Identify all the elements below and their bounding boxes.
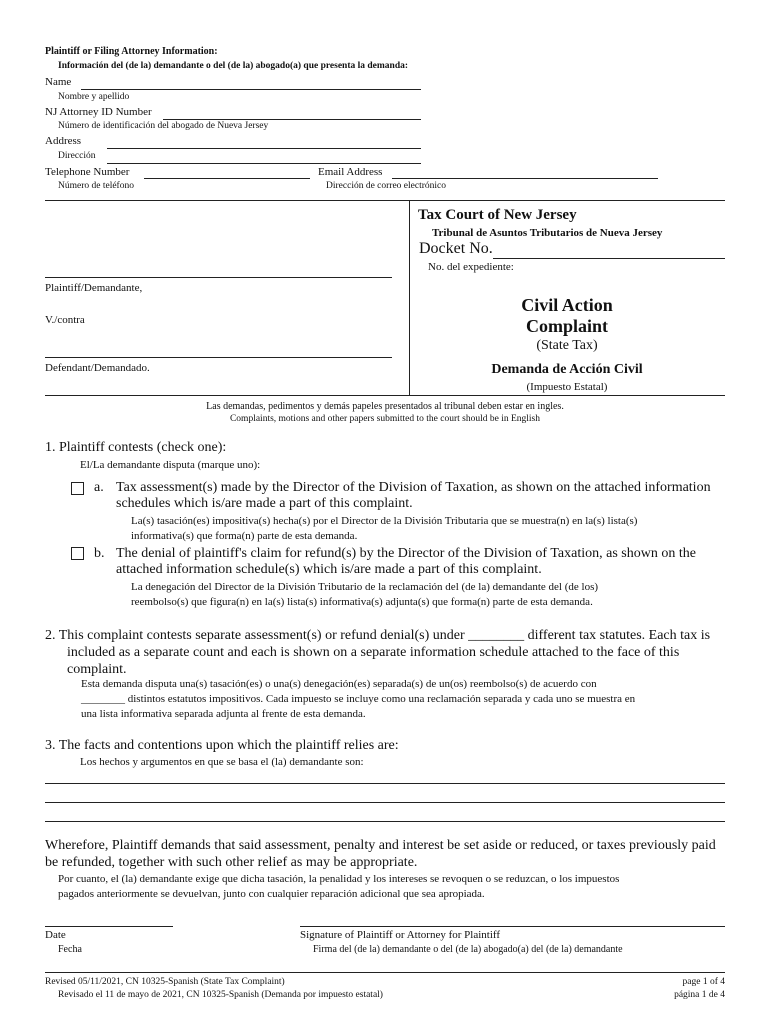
name-field[interactable]	[81, 89, 421, 90]
doc-subtitle: (State Tax)	[536, 338, 598, 353]
section2-text-line2: included as a separate count and each is shown on a separate information schedule attached to the face of this	[67, 645, 680, 660]
footer-revised-es: Revisado el 11 de mayo de 2021, CN 10325-Spanish (Demanda por impuesto estatal)	[58, 990, 383, 1000]
telephone-field[interactable]	[144, 178, 310, 179]
footer-page-es: página 1 de 4	[674, 990, 725, 1000]
option-b-text-line1: The denial of plaintiff's claim for refund(s) by the Director of the Division of Taxation, as shown on the	[116, 546, 696, 561]
date-label: Date	[45, 929, 66, 941]
telephone-label: Telephone Number	[45, 166, 130, 178]
option-b-text-es-line2: reembolso(s) que figura(n) en la(s) lista(s) informativa(s) adjunta(s) que forma(n) parte de esta demanda.	[131, 596, 593, 608]
doc-title-es: Demanda de Acción Civil	[491, 362, 643, 377]
name-label: Name	[45, 76, 72, 88]
doc-title-line1: Civil Action	[521, 295, 613, 315]
filer-info-title-es: Información del (de la) demandante o del (de la) abogado(a) que presenta la demanda:	[58, 61, 409, 71]
language-notice-en: Complaints, motions and other papers submitted to the court should be in English	[229, 414, 541, 424]
option-b-text-es-line1: La denegación del Director de la División Tributario de la reclamación del (de la) demandante del (de los)	[131, 581, 599, 593]
docket-label: Docket No.	[419, 240, 493, 257]
option-b-letter: b.	[94, 546, 105, 561]
filer-info-title: Plaintiff or Filing Attorney Information:	[45, 46, 218, 57]
address-field-line2[interactable]	[107, 163, 421, 164]
doc-subtitle-es: (Impuesto Estatal)	[526, 381, 608, 393]
section2-text-es-line2: ________ distintos estatutos impositivos. Cada impuesto se incluye como una reclamación separada y cada uno se muestra en	[81, 693, 636, 705]
section2-text-line3: complaint.	[67, 662, 127, 677]
footer-revised-en: Revised 05/11/2021, CN 10325-Spanish (State Tax Complaint)	[45, 977, 285, 987]
plaintiff-field[interactable]	[45, 277, 392, 278]
defendant-field[interactable]	[45, 357, 392, 358]
docket-label-es: No. del expediente:	[428, 261, 514, 273]
address-label: Address	[45, 135, 82, 147]
option-a-text-line2: schedules which is/are made a part of this complaint.	[116, 496, 413, 511]
signature-label-es: Firma del (de la) demandante o del (de la) abogado(a) del (de la) demandante	[313, 944, 623, 955]
date-field[interactable]	[45, 926, 173, 927]
name-label-es: Nombre y apellido	[58, 92, 130, 102]
section3-heading-es: Los hechos y argumentos en que se basa el (la) demandante son:	[80, 756, 364, 768]
facts-line-2[interactable]	[45, 802, 725, 803]
wherefore-text-es-line1: Por cuanto, el (la) demandante exige que dicha tasación, la penalidad y los intereses se revoquen o se reduzcan, o los impuestos	[58, 873, 620, 885]
section1-heading: 1. Plaintiff contests (check one):	[45, 440, 227, 455]
address-field[interactable]	[107, 148, 421, 149]
email-label: Email Address	[318, 166, 383, 178]
doc-title-line2: Complaint	[525, 316, 608, 336]
section2-text-es-line3: una lista informativa separada adjunta al frente de esta demanda.	[81, 708, 366, 720]
footer-rule	[45, 972, 725, 973]
option-a-checkbox[interactable]	[71, 482, 84, 495]
wherefore-text-es-line2: pagados anteriormente se devuelvan, junto con cualquier reparación adicional que sea apropiada.	[58, 888, 485, 900]
option-b-text-line2: attached information schedule(s) which is/are made a part of this complaint.	[116, 562, 542, 577]
attorney-id-field[interactable]	[163, 119, 421, 120]
option-b-checkbox[interactable]	[71, 547, 84, 560]
docket-field[interactable]	[493, 258, 725, 259]
court-name-es: Tribunal de Asuntos Tributarios de Nueva Jersey	[432, 227, 663, 239]
option-a-text-es-line2: informativa(s) que forma(n) parte de esta demanda.	[131, 530, 358, 542]
court-name: Tax Court of New Jersey	[418, 207, 577, 223]
caption-top-rule	[45, 200, 725, 201]
section1-heading-es: El/La demandante disputa (marque uno):	[80, 459, 261, 471]
defendant-label: Defendant/Demandado.	[45, 362, 150, 374]
signature-field[interactable]	[300, 926, 725, 927]
signature-label: Signature of Plaintiff or Attorney for Plaintiff	[300, 929, 501, 941]
date-label-es: Fecha	[58, 944, 82, 955]
option-a-letter: a.	[94, 480, 104, 495]
email-field[interactable]	[392, 178, 658, 179]
option-a-text-line1: Tax assessment(s) made by the Director of the Division of Taxation, as shown on the attached information	[116, 480, 711, 495]
section2-text-line1: 2. This complaint contests separate assessment(s) or refund denial(s) under ________ different tax statutes. Each tax is	[45, 628, 711, 643]
caption-divider	[409, 200, 410, 395]
section2-text-es-line1: Esta demanda disputa una(s) tasación(es) o una(s) denegación(es) separada(s) de un(os) reembolso(s) de acuerdo con	[81, 678, 597, 690]
email-label-es: Dirección de correo electrónico	[326, 181, 447, 191]
wherefore-text-line1: Wherefore, Plaintiff demands that said assessment, penalty and interest be set aside or reduced, or taxes previously paid	[45, 838, 716, 853]
telephone-label-es: Número de teléfono	[58, 181, 134, 191]
attorney-id-label: NJ Attorney ID Number	[45, 106, 152, 118]
versus-label: V./contra	[45, 314, 85, 326]
attorney-id-label-es: Número de identificación del abogado de Nueva Jersey	[58, 121, 269, 131]
facts-line-3[interactable]	[45, 821, 725, 822]
language-notice-es: Las demandas, pedimentos y demás papeles presentados al tribunal deben estar en ingles.	[206, 401, 564, 412]
address-label-es: Dirección	[58, 151, 96, 161]
footer-page-en: page 1 of 4	[682, 977, 725, 987]
option-a-text-es-line1: La(s) tasación(es) impositiva(s) hecha(s) por el Director de la División Tributaria que se muestra(n) en la(s) lista(s)	[131, 515, 638, 527]
wherefore-text-line2: be refunded, together with such other relief as may be appropriate.	[45, 855, 418, 870]
section3-heading: 3. The facts and contentions upon which the plaintiff relies are:	[45, 738, 399, 753]
facts-line-1[interactable]	[45, 783, 725, 784]
caption-bottom-rule	[45, 395, 725, 396]
plaintiff-label: Plaintiff/Demandante,	[45, 282, 143, 294]
